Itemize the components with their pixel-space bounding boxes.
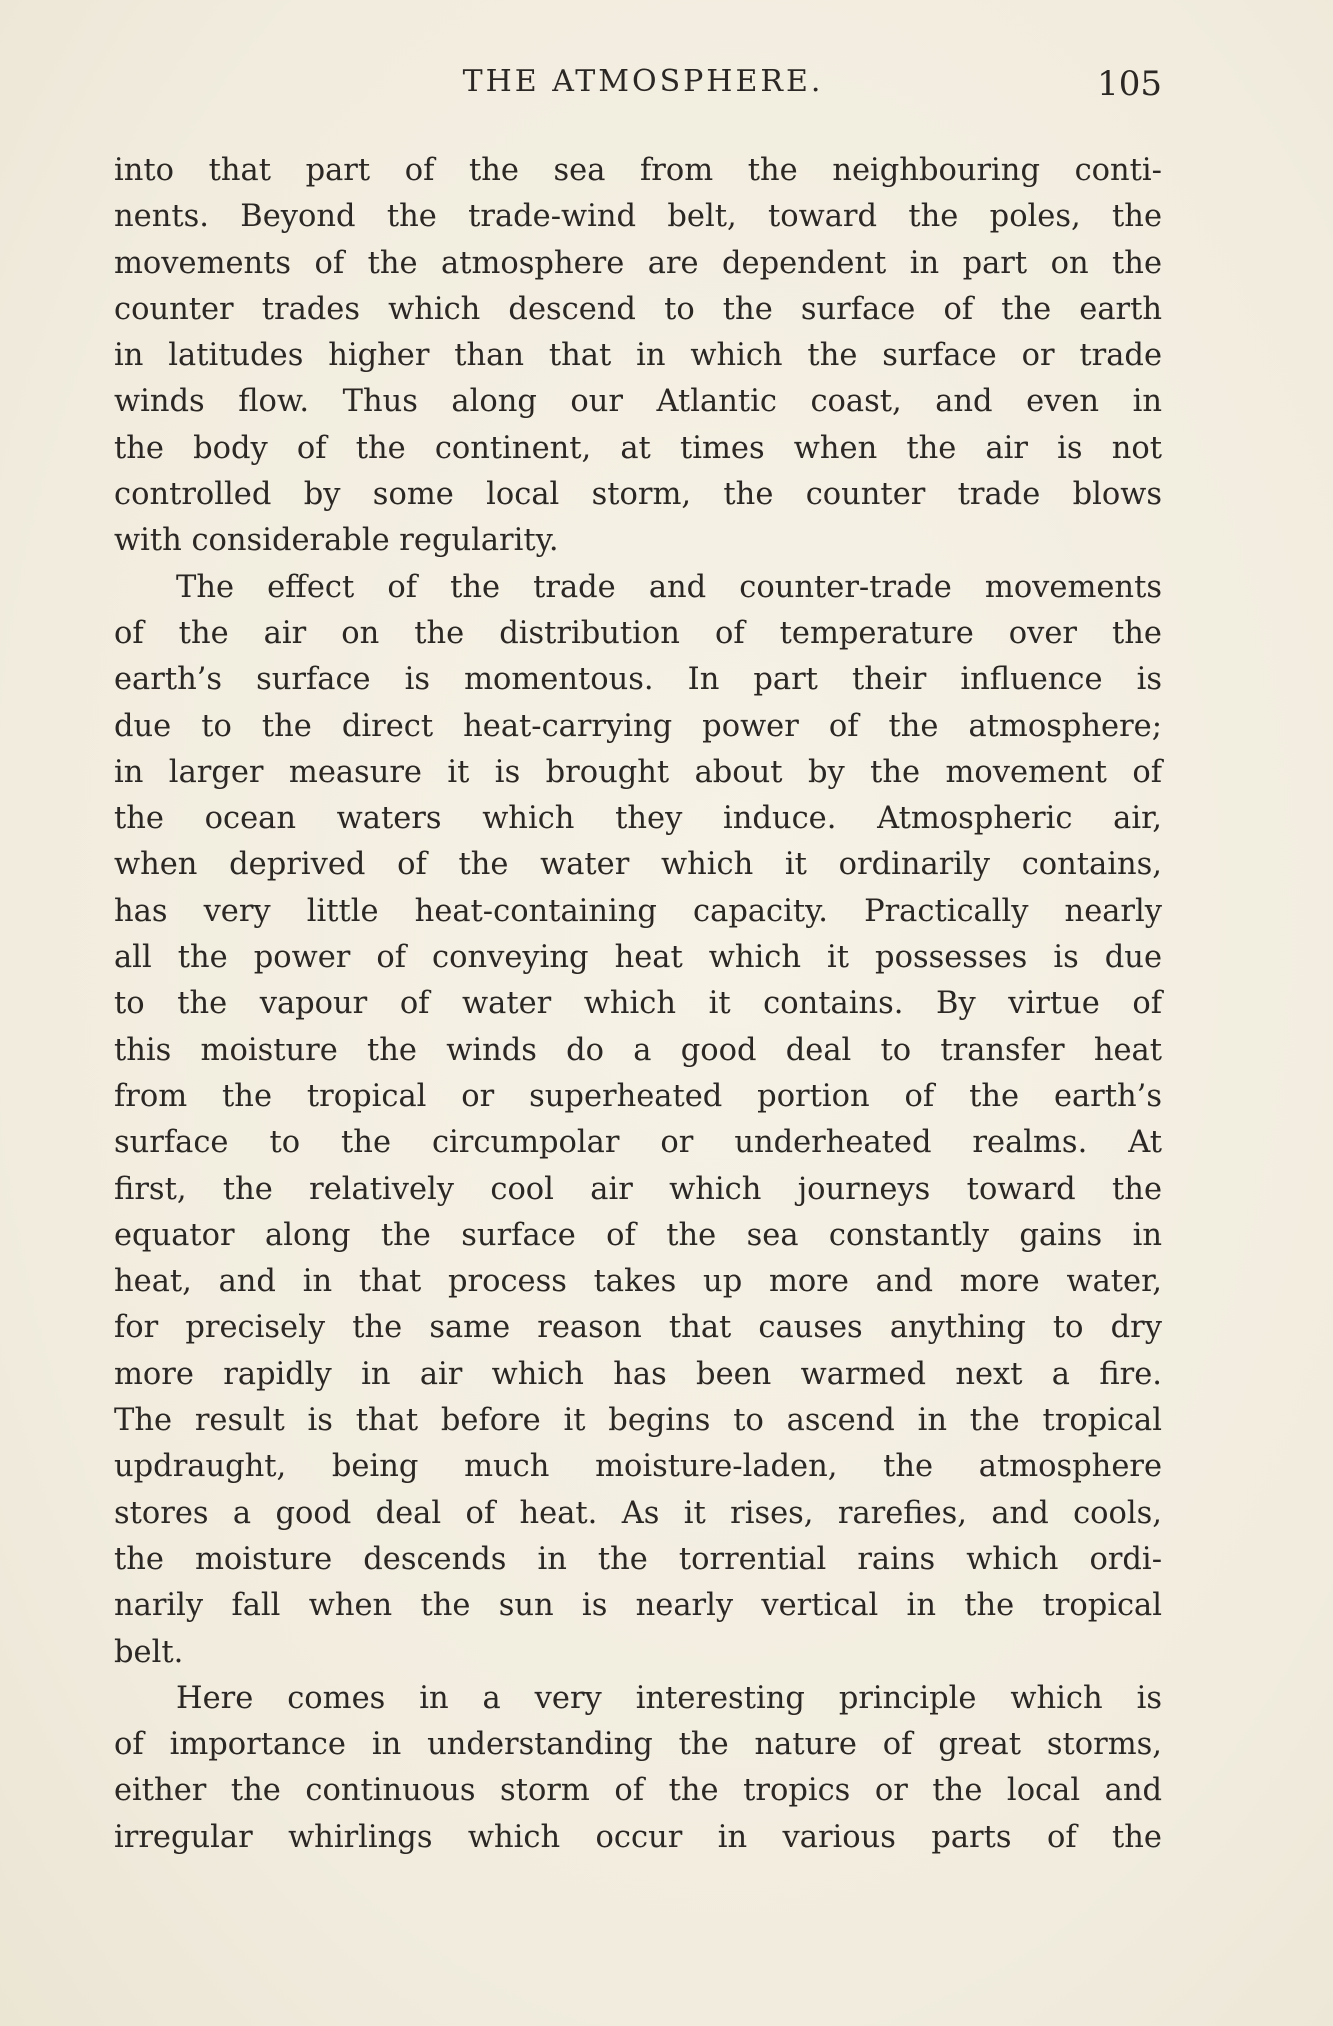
text-line: with considerable regularity. [114, 523, 559, 559]
page-number: 105 [1097, 64, 1162, 104]
paragraph-1 [114, 148, 1162, 565]
text-line: this moisture the winds do a good deal to transfer heat [114, 1032, 1162, 1068]
text-line: either the continuous storm of the tropics or the local and [114, 1773, 1162, 1809]
text-line: nents. Beyond the trade-wind belt, toward the poles, the [114, 199, 1162, 235]
text-line: irregular whirlings which occur in various parts of the [114, 1819, 1162, 1855]
text-line: winds flow. Thus along our Atlantic coast, and even in [114, 384, 1162, 420]
text-line: the moisture descends in the torrential rains which ordi- [114, 1541, 1162, 1577]
text-line: the ocean waters which they induce. Atmospheric air, [114, 801, 1162, 837]
text-line: of the air on the distribution of temperature over the [114, 615, 1162, 651]
text-line: earth’s surface is momentous. In part their influence is [114, 662, 1162, 698]
text-line: due to the direct heat-carrying power of the atmosphere; [114, 708, 1162, 744]
text-line: first, the relatively cool air which journeys toward the [114, 1171, 1162, 1207]
text-line: The result is that before it begins to ascend in the tropical [114, 1403, 1162, 1439]
text-line: movements of the atmosphere are dependent in part on the [114, 245, 1162, 281]
text-line: narily fall when the sun is nearly vertical in the tropical [114, 1588, 1162, 1624]
text-line: into that part of the sea from the neighbouring conti- [114, 153, 1162, 188]
text-line: in latitudes higher than that in which the surface or trade [114, 338, 1162, 374]
text-line: the body of the continent, at times when the air is not [114, 430, 1162, 466]
text-line: for precisely the same reason that causes anything to dry [114, 1310, 1162, 1346]
text-line: surface to the circumpolar or underheated realms. At [114, 1125, 1162, 1161]
running-head [114, 62, 1162, 112]
body-text [114, 148, 1162, 1861]
text-line: The effect of the trade and counter-trade movements [176, 569, 1162, 605]
text-line: more rapidly in air which has been warmed next a fire. [114, 1356, 1162, 1392]
paragraph-2 [114, 565, 1162, 1676]
text-line: from the tropical or superheated portion of the earth’s [114, 1078, 1162, 1114]
text-line: all the power of conveying heat which it possesses is due [114, 940, 1162, 976]
text-line: counter trades which descend to the surface of the earth [114, 291, 1162, 327]
text-line: belt. [114, 1634, 184, 1670]
text-line: when deprived of the water which it ordinarily contains, [114, 847, 1162, 883]
paragraph-3 [114, 1676, 1162, 1861]
text-line: updraught, being much moisture-laden, the atmosphere [114, 1449, 1162, 1485]
text-line: has very little heat-containing capacity. Practically nearly [114, 893, 1162, 929]
text-line: in larger measure it is brought about by the movement of [114, 754, 1162, 790]
text-line: equator along the surface of the sea constantly gains in [114, 1217, 1162, 1253]
text-line: to the vapour of water which it contains. By virtue of [114, 986, 1162, 1022]
text-line: stores a good deal of heat. As it rises, rarefies, and cools, [114, 1495, 1162, 1531]
text-line: controlled by some local storm, the counter trade blows [114, 477, 1162, 513]
running-title: THE ATMOSPHERE. [462, 64, 824, 99]
text-line: of importance in understanding the nature of great storms, [114, 1727, 1162, 1763]
text-line: Here comes in a very interesting principle which is [176, 1680, 1162, 1716]
text-line: heat, and in that process takes up more and more water, [114, 1264, 1162, 1300]
